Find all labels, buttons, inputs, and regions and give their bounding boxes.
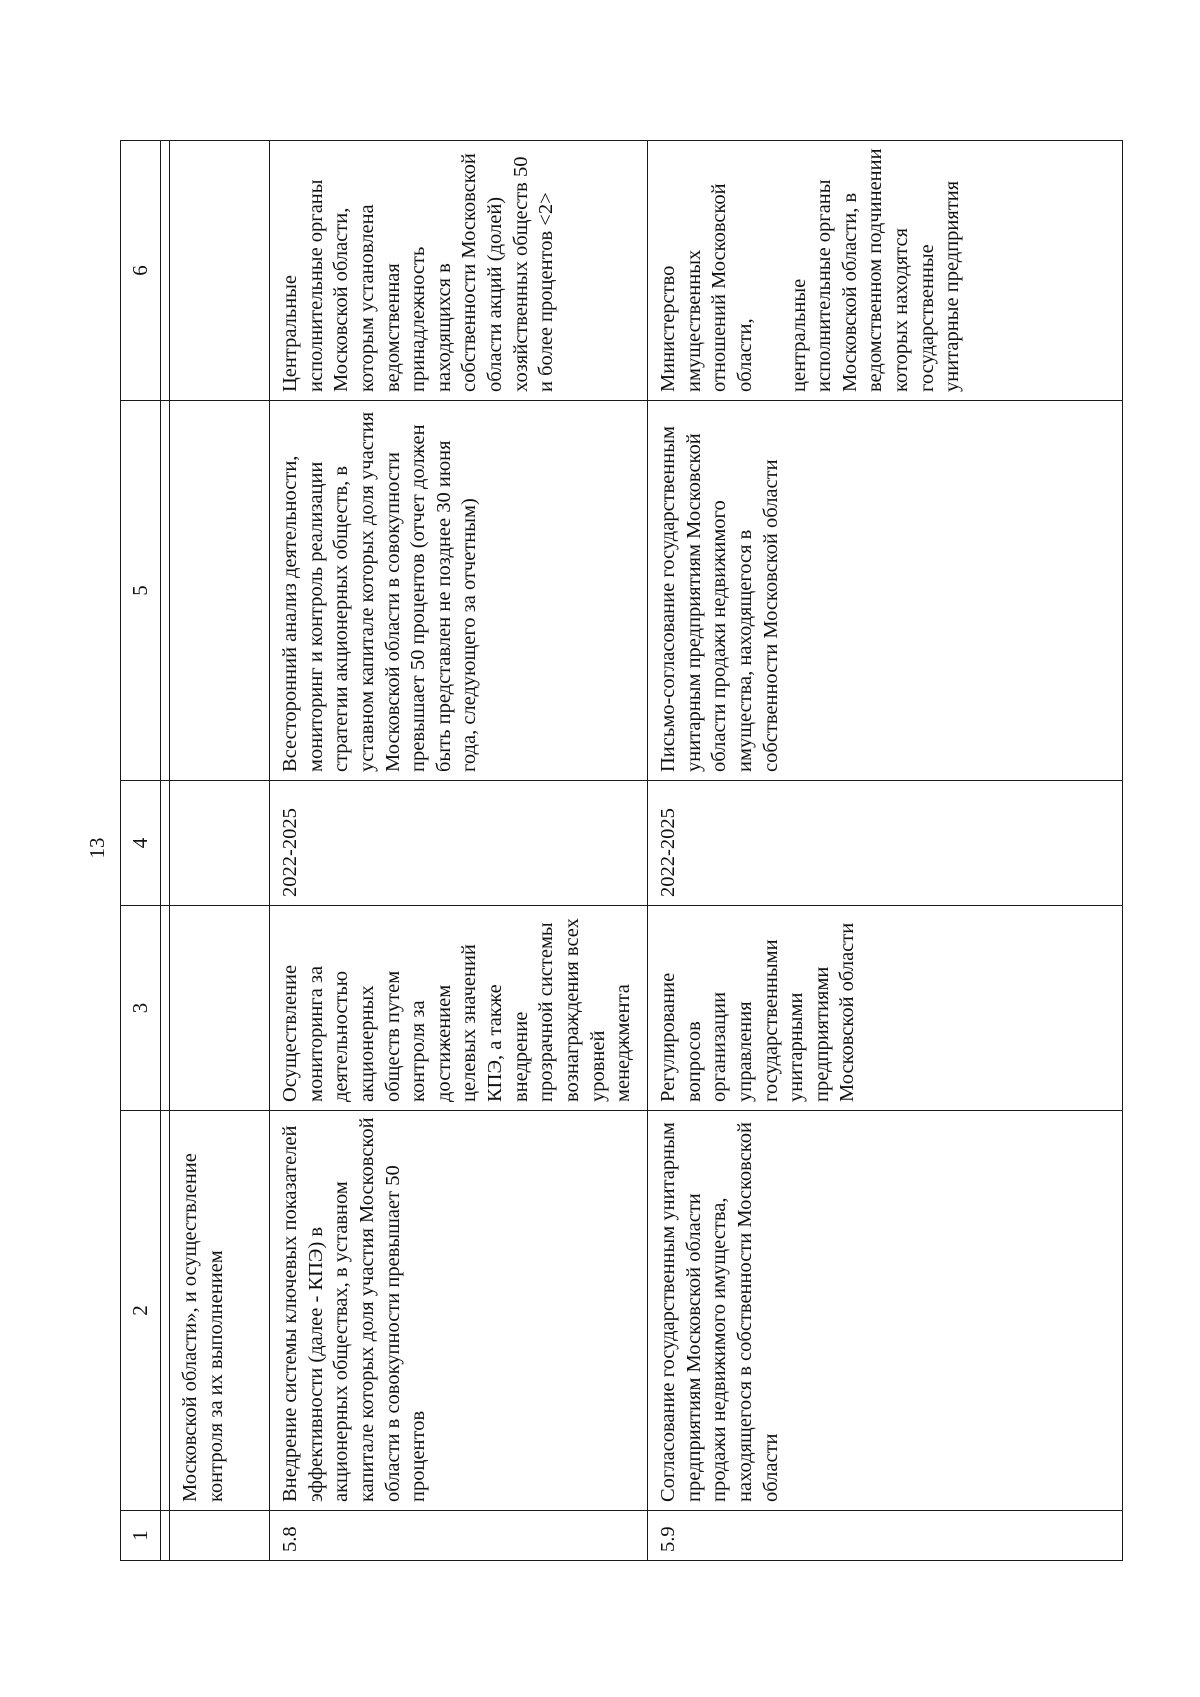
measure-result [170,401,270,781]
header-cell-1: 1 [121,1511,161,1561]
measure-name [170,1111,270,1511]
spacer-row [161,141,170,1561]
measure-executor-text: Центральные исполнительные органы Московской области, которым установлена ведомственная принадлежность находящихся в собственности Московской области акций (долей) хозяйственных обществ 50 и более процентов <2> [279,153,558,392]
measure-executor [270,141,648,401]
executor-gap [759,147,787,392]
measure-result [270,401,648,781]
measure-content [170,906,270,1111]
executor-central-organs: центральные исполнительные органы Московской области, в ведомственном подчинении которых находятся государственные унитарные предприятия [787,148,964,392]
measure-content [648,906,1123,1111]
rotated-table-wrapper [120,141,1121,1561]
header-cell-3: 3 [121,906,161,1111]
row-number: 5.9 [648,1511,1123,1561]
measure-content-text: Осуществление мониторинга за деятельностью акционерных обществ путем контроля за достижением целевых значений КПЭ, а также внедрение прозрачной системы вознаграждения всех уровней менеджмента [279,918,635,1102]
measure-period: 2022-2025 [648,781,1123,906]
executor-ministry: Министерство имущественных отношений Московской области, [657,183,756,392]
header-cell-5: 5 [121,401,161,781]
measure-name-text: Согласование государственным унитарным предприятиям Московской области продажи недвижимого имущества, находящегося в собственности Московской области [657,1122,782,1502]
measure-result-text: Письмо-согласование государственным унитарным предприятиям Московской области продажи недвижимого имущества, находящегося в собственности Московской области [657,426,782,772]
header-cell-6: 6 [121,141,161,401]
header-cell-2: 2 [121,1111,161,1511]
measures-table [120,140,1123,1561]
table-row [648,141,1123,1561]
header-row [121,141,161,1561]
measure-period: 2022-2025 [270,781,648,906]
table-row [170,141,270,1561]
table-row [270,141,648,1561]
measure-content [270,906,648,1111]
measure-result-text: Всесторонний анализ деятельности, мониторинг и контроль реализации стратегии акционерных обществ, в уставном капитале которых доля участия Московской области в совокупности превышает 50 процентов (отчет должен быть представлен не позднее 30 июня года, следующего за отчетным) [279,411,481,772]
measure-name-text: Московской области», и осуществление контроля за их выполнением [179,1153,227,1502]
measure-name [648,1111,1123,1511]
measure-period [170,781,270,906]
measure-content-text: Регулирование вопросов организации управления государственными унитарными предприятиями Московской области [657,922,859,1102]
measure-name [270,1111,648,1511]
measure-name-text: Внедрение системы ключевых показателей эффективности (далее - КПЭ) в акционерных обществах, в уставном капитале которых доля участия Московской области в совокупности превышает 50 процентов [279,1117,430,1502]
measure-executor [648,141,1123,401]
row-number: 5.8 [270,1511,648,1561]
measure-result [648,401,1123,781]
page-number: 13 [85,837,109,859]
row-number [170,1511,270,1561]
header-cell-4: 4 [121,781,161,906]
measure-executor [170,141,270,401]
